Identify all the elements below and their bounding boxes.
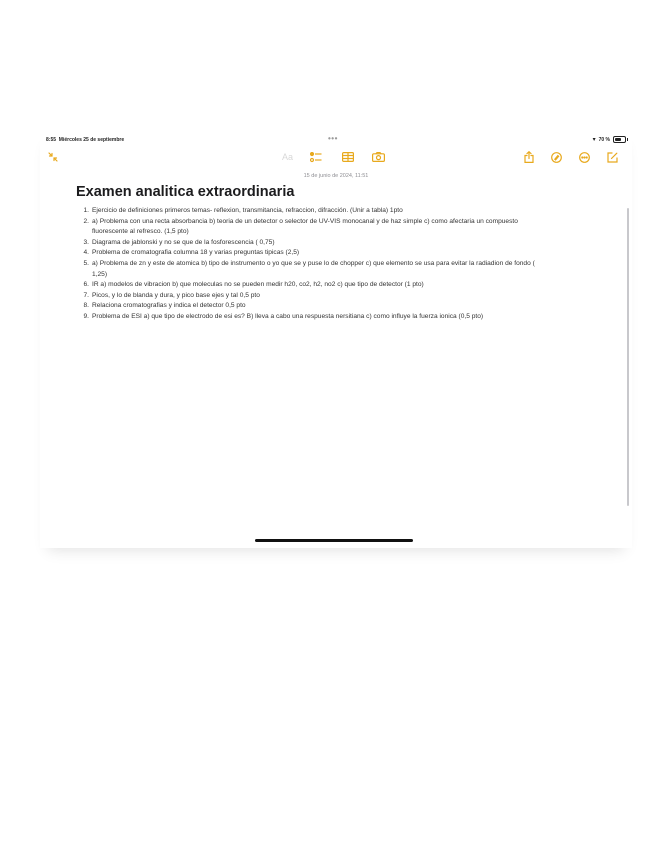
- battery-percent: 70 %: [598, 136, 610, 143]
- ipad-screen: [40, 128, 632, 548]
- home-indicator[interactable]: [255, 539, 413, 542]
- list-item-text: IR a) modelos de vibracion b) que moleculas no se pueden medir h20, co2, h2, no2 c) que tipo de detector (1 pto): [92, 281, 424, 289]
- list-item[interactable]: [78, 206, 540, 217]
- list-item-number: 9.: [83, 312, 89, 320]
- note-list[interactable]: [78, 206, 540, 323]
- status-date: Miércoles 25 de septiembre: [58, 137, 125, 143]
- format-button[interactable]: Aa: [282, 152, 294, 162]
- list-item-text: Problema de ESI a) que tipo de electrodo de esi es? B) lleva a cabo una respuesta nersitiana c) como influye la fuerza ionica (0,5 pto): [92, 312, 484, 320]
- list-item[interactable]: [78, 280, 540, 291]
- status-time: 8:55: [46, 137, 57, 143]
- list-item[interactable]: [78, 312, 540, 323]
- status-time-date: [46, 137, 124, 143]
- camera-icon[interactable]: [372, 150, 385, 164]
- list-item[interactable]: [78, 259, 540, 280]
- battery-icon: [613, 136, 626, 143]
- list-item-number: 4.: [83, 249, 89, 257]
- pen-circle-icon[interactable]: [551, 150, 562, 164]
- status-bar: [46, 136, 626, 146]
- list-item-text: Relaciona cromatografias y indica el detector 0,5 pto: [92, 302, 246, 310]
- list-item-number: 7.: [83, 291, 89, 299]
- battery-fill: [615, 138, 621, 141]
- share-icon[interactable]: [524, 150, 534, 164]
- note-title[interactable]: Examen analitica extraordinaria: [76, 184, 295, 200]
- arrows-collapse-icon[interactable]: [48, 150, 58, 164]
- list-item-number: 1.: [83, 207, 89, 214]
- list-item-text: a) Problema de zn y este de atomica b) tipo de instrumento o yo que se y puse lo de chopper c) que elemento se usa para evitar la radiadion de fondo ( 1,25): [92, 259, 535, 278]
- ellipsis-circle-icon[interactable]: [579, 150, 590, 164]
- list-item-number: 3.: [83, 238, 89, 246]
- list-item[interactable]: [78, 291, 540, 302]
- list-item-text: Picos, y lo de blanda y dura, y pico base ejes y tal 0,5 pto: [92, 291, 260, 299]
- table-icon[interactable]: [342, 150, 354, 164]
- status-indicators: [593, 136, 626, 143]
- notes-toolbar: [40, 150, 632, 166]
- compose-icon[interactable]: [607, 150, 618, 164]
- list-item[interactable]: [78, 301, 540, 312]
- list-item-text: a) Problema con una recta absorbancia b) teoria de un detector o selector de UV-VIS monocanal y de haz simple c) como afectaria un compuesto fluorescente al refresco. (1,5 pto): [92, 217, 518, 236]
- note-date: 15 de junio de 2024, 11:51: [303, 173, 369, 179]
- multitasking-dots[interactable]: •••: [328, 134, 338, 143]
- list-item-number: 2.: [83, 217, 89, 225]
- list-item-number: 6.: [83, 281, 89, 289]
- list-item[interactable]: [78, 217, 540, 238]
- list-item-number: 8.: [83, 302, 89, 310]
- list-item-text: Problema de cromatografia columna 18 y varias preguntas tipicas (2,5): [92, 249, 300, 257]
- list-item[interactable]: [78, 238, 540, 249]
- list-item-text: Diagrama de jablonski y no se que de la fosforescencia ( 0,75): [92, 238, 275, 246]
- wifi-icon: ▾: [592, 137, 596, 143]
- checklist-icon[interactable]: [310, 150, 322, 164]
- list-item-number: 5.: [83, 259, 89, 267]
- list-item[interactable]: [78, 248, 540, 259]
- list-item-text: Ejercicio de definiciones primeros temas- reflexion, transmitancia, refraccion, difracción. (Unir a tabla) 1pto: [92, 207, 403, 214]
- scrollbar[interactable]: [627, 208, 629, 506]
